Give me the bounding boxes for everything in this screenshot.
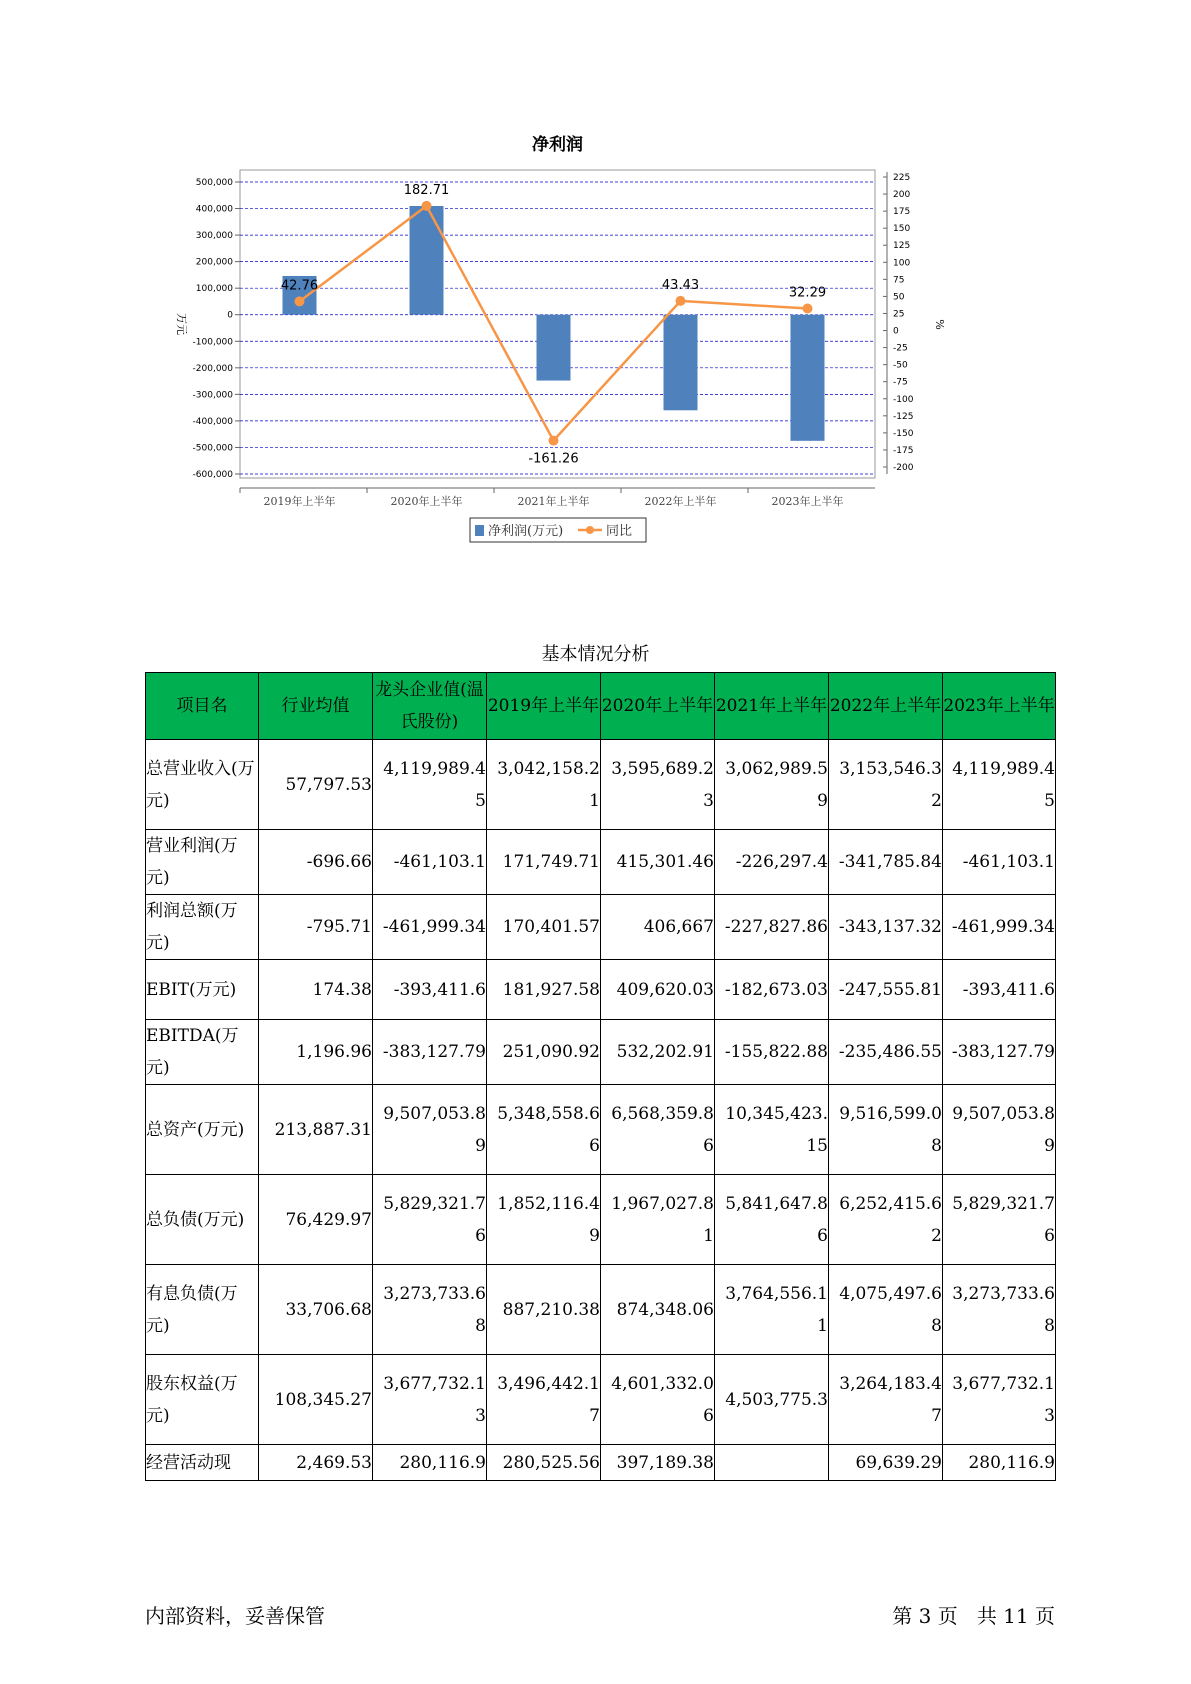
row-label-cell: 营业利润(万元): [146, 830, 259, 895]
table-row: [146, 1265, 1056, 1355]
legend-bar-label: 净利润(万元): [488, 524, 564, 539]
legend-line-marker: [586, 526, 594, 534]
table-cell: 280,116.9: [943, 1445, 1056, 1481]
table-cell: 4,119,989.45: [943, 740, 1056, 830]
table-row: [146, 1175, 1056, 1265]
chart-canvas: [170, 130, 1030, 600]
table-row: [146, 895, 1056, 960]
table-cell: 213,887.31: [259, 1085, 373, 1175]
table-cell: -461,999.34: [943, 895, 1056, 960]
row-label-cell: 总营业收入(万元): [146, 740, 259, 830]
y-tick-label: -500,000: [192, 443, 233, 454]
table-cell: 1,967,027.81: [601, 1175, 715, 1265]
column-header: 2023年上半年: [943, 673, 1056, 740]
y2-tick-label: 0: [893, 326, 899, 337]
table-cell: 171,749.71: [487, 830, 601, 895]
y2-tick-label: -200: [893, 463, 914, 473]
y-tick-label: -100,000: [192, 337, 233, 348]
column-header: 2021年上半年: [715, 673, 829, 740]
table-cell: 2,469.53: [259, 1445, 373, 1481]
table-cell: [715, 1445, 829, 1481]
x-tick-label: 2019年上半年: [263, 495, 336, 508]
data-label: 42.76: [280, 278, 319, 294]
table-title: 基本情况分析: [541, 644, 650, 665]
table-cell: 406,667: [601, 895, 715, 960]
table-cell: 409,620.03: [601, 960, 715, 1020]
table-row: [146, 1445, 1056, 1481]
y-axis-title: 万元: [175, 313, 188, 335]
row-label-cell: 总负债(万元): [146, 1175, 259, 1265]
y2-tick-label: -150: [893, 428, 914, 439]
table-cell: 415,301.46: [601, 830, 715, 895]
y2-tick-label: 175: [893, 207, 911, 218]
row-label-cell: 有息负债(万元): [146, 1265, 259, 1355]
point-yoy: [803, 303, 813, 313]
y2-tick-label: -125: [893, 411, 914, 422]
column-header: 龙头企业值(温氏股份): [373, 673, 487, 740]
table-cell: -247,555.81: [829, 960, 943, 1020]
column-header: 行业均值: [259, 673, 373, 740]
data-label: -161.26: [528, 451, 579, 467]
footer-confidential: 内部资料，妥善保管: [145, 1604, 325, 1628]
bar-net-profit: [664, 315, 698, 411]
table-cell: 397,189.38: [601, 1445, 715, 1481]
x-tick-label: 2022年上半年: [644, 495, 717, 508]
table-cell: 4,119,989.45: [373, 740, 487, 830]
y2-axis-title: %: [933, 319, 946, 330]
net-profit-chart: [170, 130, 1030, 600]
legend-bar-swatch: [475, 525, 484, 536]
y-tick-label: -200,000: [192, 363, 233, 374]
table-cell: 76,429.97: [259, 1175, 373, 1265]
table-row: [146, 830, 1056, 895]
y-tick-label: 200,000: [195, 257, 233, 268]
y-tick-label: 100,000: [195, 284, 233, 295]
table-cell: -182,673.03: [715, 960, 829, 1020]
table-cell: 3,264,183.47: [829, 1355, 943, 1445]
table-row: [146, 1020, 1056, 1085]
table-cell: -235,486.55: [829, 1020, 943, 1085]
table-cell: 3,595,689.23: [601, 740, 715, 830]
table-cell: 3,677,732.13: [373, 1355, 487, 1445]
table-cell: 3,062,989.59: [715, 740, 829, 830]
point-yoy: [549, 436, 559, 446]
legend-line-label: 同比: [606, 524, 633, 539]
column-header: 2022年上半年: [829, 673, 943, 740]
table-row: [146, 1355, 1056, 1445]
row-label-cell: EBIT(万元): [146, 960, 259, 1020]
table-cell: -343,137.32: [829, 895, 943, 960]
row-label-cell: EBITDA(万元): [146, 1020, 259, 1085]
table-cell: -461,103.1: [943, 830, 1056, 895]
table-cell: -393,411.6: [943, 960, 1056, 1020]
y2-tick-label: -50: [893, 360, 908, 371]
table-cell: 4,601,332.06: [601, 1355, 715, 1445]
table-cell: 4,503,775.3: [715, 1355, 829, 1445]
table-cell: 3,273,733.68: [373, 1265, 487, 1355]
y-tick-label: 0: [227, 310, 233, 321]
point-yoy: [676, 296, 686, 306]
column-header: 2020年上半年: [601, 673, 715, 740]
table-cell: -341,785.84: [829, 830, 943, 895]
y2-tick-label: 225: [893, 173, 911, 183]
analysis-table: [145, 672, 1056, 1481]
table-cell: -795.71: [259, 895, 373, 960]
table-cell: -227,827.86: [715, 895, 829, 960]
table-cell: 4,075,497.68: [829, 1265, 943, 1355]
table-row: [146, 1085, 1056, 1175]
y-tick-label: -400,000: [192, 416, 233, 427]
column-header: 项目名: [146, 673, 259, 740]
y2-tick-label: -75: [893, 377, 908, 388]
table-cell: 108,345.27: [259, 1355, 373, 1445]
table-cell: 6,568,359.86: [601, 1085, 715, 1175]
table-cell: 9,507,053.89: [373, 1085, 487, 1175]
y2-tick-label: 25: [893, 309, 905, 320]
table-header-row: [146, 673, 1056, 740]
row-label-cell: 经营活动现: [146, 1445, 259, 1481]
y2-tick-label: -25: [893, 343, 908, 354]
row-label-cell: 总资产(万元): [146, 1085, 259, 1175]
table-cell: -461,103.1: [373, 830, 487, 895]
table-cell: 3,764,556.11: [715, 1265, 829, 1355]
data-label: 182.71: [403, 182, 450, 198]
y-tick-label: -300,000: [192, 390, 233, 401]
y-tick-label: 300,000: [195, 231, 233, 242]
y2-tick-label: 200: [893, 190, 911, 201]
table-cell: 3,042,158.21: [487, 740, 601, 830]
table-cell: -383,127.79: [373, 1020, 487, 1085]
table-cell: 181,927.58: [487, 960, 601, 1020]
row-label-cell: 股东权益(万元): [146, 1355, 259, 1445]
chart-title: 净利润: [532, 135, 583, 155]
table-cell: 5,829,321.76: [943, 1175, 1056, 1265]
y-tick-label: 500,000: [195, 178, 233, 188]
table-cell: 887,210.38: [487, 1265, 601, 1355]
table-cell: 874,348.06: [601, 1265, 715, 1355]
table-cell: 532,202.91: [601, 1020, 715, 1085]
bar-net-profit: [410, 206, 444, 315]
x-tick-label: 2023年上半年: [771, 495, 844, 508]
bar-net-profit: [537, 315, 571, 381]
table-cell: 57,797.53: [259, 740, 373, 830]
point-yoy: [422, 201, 432, 211]
table-cell: 1,852,116.49: [487, 1175, 601, 1265]
y2-tick-label: 100: [893, 258, 911, 269]
y2-tick-label: -100: [893, 394, 914, 405]
table-cell: -155,822.88: [715, 1020, 829, 1085]
table-cell: 174.38: [259, 960, 373, 1020]
table-cell: 3,677,732.13: [943, 1355, 1056, 1445]
y2-tick-label: 50: [893, 292, 905, 303]
table-cell: 5,841,647.86: [715, 1175, 829, 1265]
table-cell: 3,273,733.68: [943, 1265, 1056, 1355]
footer-page-number: 第 3 页 共 11 页: [892, 1604, 1055, 1628]
table-cell: 5,348,558.66: [487, 1085, 601, 1175]
table-cell: 33,706.68: [259, 1265, 373, 1355]
table-cell: 9,516,599.08: [829, 1085, 943, 1175]
table-cell: -383,127.79: [943, 1020, 1056, 1085]
table-cell: 10,345,423.15: [715, 1085, 829, 1175]
y2-tick-label: 125: [893, 241, 911, 252]
y2-tick-label: -175: [893, 445, 914, 456]
table-cell: 9,507,053.89: [943, 1085, 1056, 1175]
table-cell: 280,116.9: [373, 1445, 487, 1481]
y2-tick-label: 75: [893, 275, 905, 286]
table-cell: 251,090.92: [487, 1020, 601, 1085]
x-tick-label: 2021年上半年: [517, 495, 590, 508]
column-header: 2019年上半年: [487, 673, 601, 740]
table-cell: -696.66: [259, 830, 373, 895]
y-tick-label: 400,000: [195, 204, 233, 215]
table-cell: -461,999.34: [373, 895, 487, 960]
data-label: 32.29: [788, 285, 827, 301]
table-cell: -393,411.6: [373, 960, 487, 1020]
table-cell: 5,829,321.76: [373, 1175, 487, 1265]
table-cell: -226,297.4: [715, 830, 829, 895]
x-tick-label: 2020年上半年: [390, 495, 463, 508]
bar-net-profit: [791, 315, 825, 441]
table-cell: 3,153,546.32: [829, 740, 943, 830]
data-label: 43.43: [661, 277, 700, 293]
table-cell: 1,196.96: [259, 1020, 373, 1085]
table-cell: 280,525.56: [487, 1445, 601, 1481]
y-tick-label: -600,000: [192, 470, 233, 480]
point-yoy: [295, 296, 305, 306]
table-cell: 3,496,442.17: [487, 1355, 601, 1445]
table-cell: 6,252,415.62: [829, 1175, 943, 1265]
row-label-cell: 利润总额(万元): [146, 895, 259, 960]
table-row: [146, 960, 1056, 1020]
y2-tick-label: 150: [893, 224, 911, 235]
table-cell: 170,401.57: [487, 895, 601, 960]
table-row: [146, 740, 1056, 830]
table-cell: 69,639.29: [829, 1445, 943, 1481]
